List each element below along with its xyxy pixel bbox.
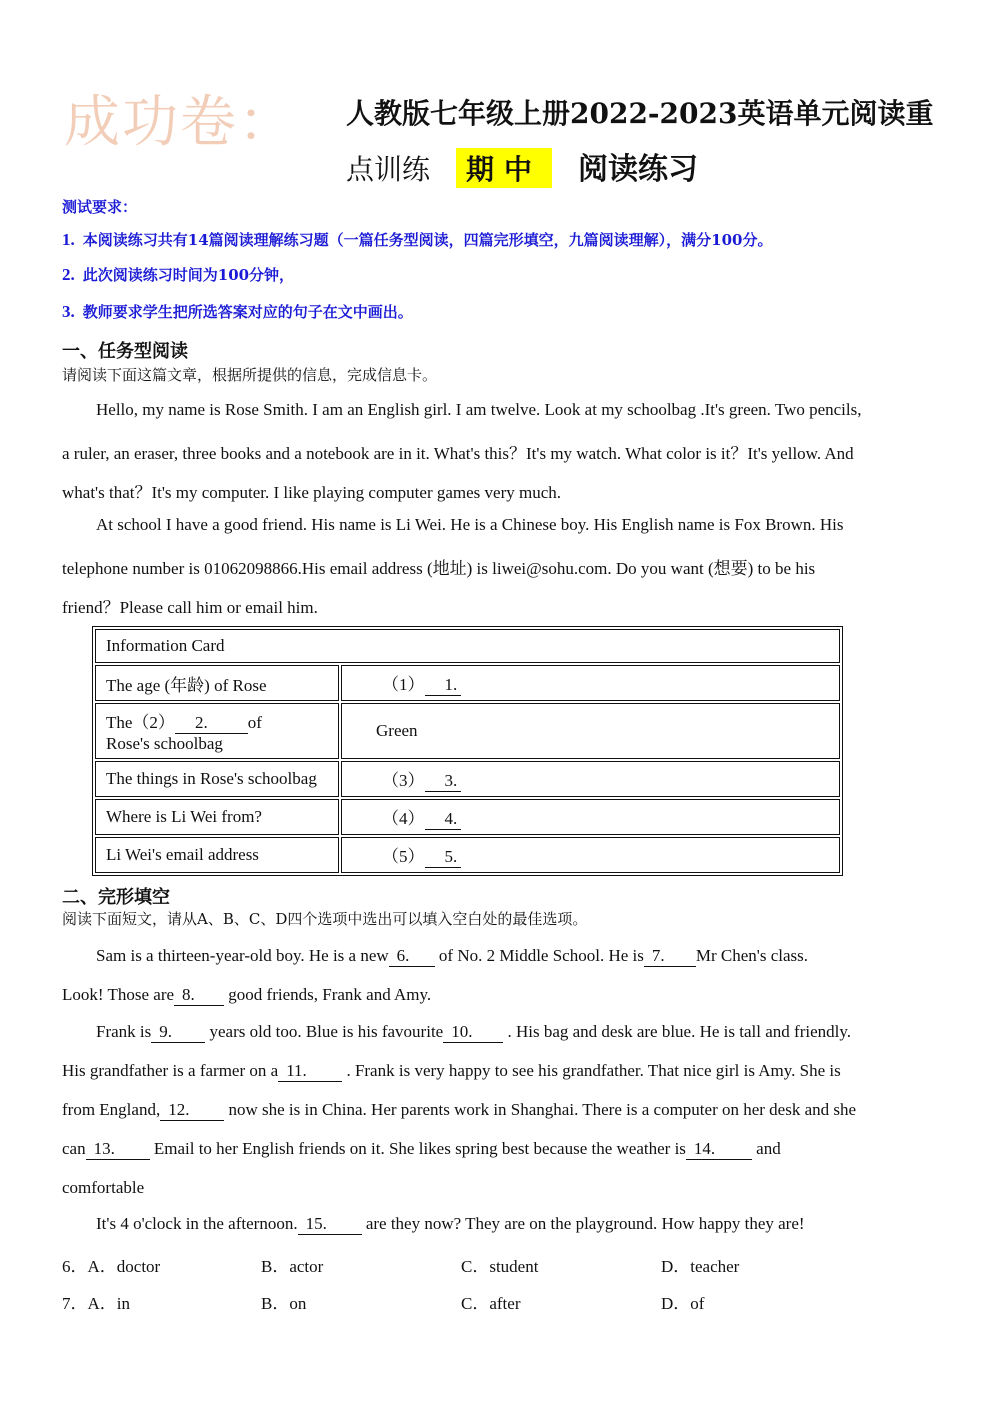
section1-instruction: 请阅读下面这篇文章，根据所提供的信息，完成信息卡。 — [62, 366, 438, 384]
section2-heading: 二、完形填空 — [62, 887, 170, 908]
card-value — [341, 799, 840, 835]
section1-heading: 一、任务型阅读 — [62, 341, 188, 362]
requirement-item — [62, 301, 413, 322]
card-label: The things in Rose's schoolbag — [95, 761, 339, 797]
cloze-text: now she is in China. Her parents work in Shanghai. There is a computer on her desk and she — [228, 1100, 857, 1119]
subtitle-part: 点训练 — [346, 153, 431, 186]
card-prefix: （4） — [382, 809, 425, 828]
cloze-text: from England, — [62, 1100, 161, 1119]
card-value — [341, 665, 840, 701]
passage-line: telephone number is 01062098866.His email address (地址) is liwei@sohu.com. Do you want (想要) to be his — [62, 559, 816, 578]
card-prefix: （3） — [382, 771, 425, 790]
cloze-line — [96, 1022, 851, 1043]
card-value: Green — [341, 703, 840, 759]
card-row — [95, 799, 840, 835]
cloze-text: Sam is a thirteen-year-old boy. He is a new — [96, 946, 389, 965]
information-card — [92, 626, 843, 876]
cloze-text: and — [756, 1139, 781, 1158]
card-prefix: （5） — [382, 847, 425, 866]
cloze-line — [96, 1214, 805, 1235]
highlight-midterm: 期中 — [456, 148, 552, 188]
card-row — [95, 837, 840, 873]
requirement-text: 本阅读练习共有14篇阅读理解练习题（一篇任务型阅读，四篇完形填空，九篇阅读理解），满分100分。 — [82, 231, 773, 249]
section2-instruction: 阅读下面短文，请从A、B、C、D四个选项中选出可以填入空白处的最佳选项。 — [62, 910, 588, 928]
cloze-line — [62, 1100, 856, 1121]
card-value — [341, 761, 840, 797]
cloze-text: are they now? They are on the playground. How happy they are! — [365, 1214, 805, 1233]
cloze-text: . His bag and desk are blue. He is tall and friendly. — [507, 1022, 851, 1041]
cloze-blank[interactable]: 14. — [686, 1139, 752, 1160]
option-q7-b[interactable]: B．on — [261, 1294, 307, 1313]
option-q7-a[interactable]: 7．A．in — [62, 1294, 130, 1313]
option-q7-c[interactable]: C．after — [461, 1294, 521, 1313]
requirement-text: 教师要求学生把所选答案对应的句子在文中画出。 — [82, 303, 413, 321]
card-row — [95, 665, 840, 701]
cloze-blank[interactable]: 12. — [160, 1100, 224, 1121]
cloze-blank[interactable]: 6. — [389, 946, 435, 967]
card-label-part: The（2） — [106, 713, 175, 732]
cloze-text: . Frank is very happy to see his grandfather. That nice girl is Amy. She is — [346, 1061, 841, 1080]
card-label: Where is Li Wei from? — [95, 799, 339, 835]
card-value — [341, 837, 840, 873]
card-title: Information Card — [95, 629, 840, 663]
cloze-text: His grandfather is a farmer on a — [62, 1061, 279, 1080]
requirements-heading: 测试要求： — [62, 198, 138, 216]
card-label-part: of — [247, 713, 262, 732]
cloze-text: of No. 2 Middle School. He is — [438, 946, 644, 965]
requirement-item — [62, 229, 772, 250]
passage-line: Hello, my name is Rose Smith. I am an English girl. I am twelve. Look at my schoolbag .It's green. Two pencils, — [96, 400, 862, 419]
cloze-text: good friends, Frank and Amy. — [228, 985, 432, 1004]
cloze-line — [96, 946, 808, 967]
passage-line: friend？Please call him or email him. — [62, 598, 318, 617]
card-row — [95, 703, 840, 759]
card-title-row — [95, 629, 840, 663]
cloze-blank[interactable]: 15. — [298, 1214, 362, 1235]
page-title: 人教版七年级上册2022-2023英语单元阅读重 — [346, 97, 934, 130]
cloze-text: It's 4 o'clock in the afternoon. — [96, 1214, 298, 1233]
cloze-text: Mr Chen's class. — [695, 946, 808, 965]
passage-line: what's that？It's my computer. I like playing computer games very much. — [62, 483, 562, 502]
cloze-text: Email to her English friends on it. She likes spring best because the weather is — [153, 1139, 686, 1158]
passage-line: At school I have a good friend. His name is Li Wei. He is a Chinese boy. His English name is Fox Brown. His — [96, 515, 844, 534]
option-q7-d[interactable]: D．of — [661, 1294, 705, 1313]
cloze-blank[interactable]: 11. — [278, 1061, 342, 1082]
answer-blank[interactable]: 5. — [425, 847, 462, 868]
requirement-number: 1. — [62, 230, 75, 249]
answer-blank[interactable]: 4. — [425, 809, 462, 830]
cloze-line — [62, 1139, 781, 1160]
requirement-number: 3. — [62, 302, 75, 321]
cloze-text: years old too. Blue is his favourite — [209, 1022, 444, 1041]
subtitle-reading: 阅读练习 — [578, 152, 699, 187]
card-label: Li Wei's email address — [95, 837, 339, 873]
cloze-blank[interactable]: 7. — [644, 946, 696, 967]
card-row — [95, 761, 840, 797]
answer-blank[interactable]: 2. — [175, 713, 248, 734]
answer-blank[interactable]: 3. — [425, 771, 462, 792]
requirement-item — [62, 264, 294, 285]
option-q6-a[interactable]: 6．A．doctor — [62, 1257, 161, 1276]
cloze-blank[interactable]: 10. — [443, 1022, 503, 1043]
cloze-line: comfortable — [62, 1178, 145, 1197]
cloze-text: Look! Those are — [62, 985, 175, 1004]
card-label: The age (年龄) of Rose — [95, 665, 339, 701]
option-q6-d[interactable]: D．teacher — [661, 1257, 740, 1276]
option-q6-b[interactable]: B．actor — [261, 1257, 324, 1276]
requirement-number: 2. — [62, 265, 75, 284]
option-q6-c[interactable]: C．student — [461, 1257, 539, 1276]
cloze-line — [62, 1061, 841, 1082]
requirement-text: 此次阅读练习时间为100分钟， — [82, 266, 295, 284]
cloze-text: can — [62, 1139, 86, 1158]
card-label-part: Rose's schoolbag — [106, 734, 223, 753]
cloze-blank[interactable]: 8. — [174, 985, 224, 1006]
answer-blank[interactable]: 1. — [425, 675, 462, 696]
cloze-blank[interactable]: 13. — [86, 1139, 150, 1160]
cloze-text: Frank is — [96, 1022, 152, 1041]
cloze-blank[interactable]: 9. — [151, 1022, 205, 1043]
passage-line: a ruler, an eraser, three books and a notebook are in it. What's this？It's my watch. What color is it？It's yellow. And — [62, 444, 854, 463]
page-subtitle — [346, 144, 698, 188]
card-label — [95, 703, 339, 759]
cloze-line — [62, 985, 431, 1006]
watermark: 成功卷： — [64, 90, 296, 155]
card-prefix: （1） — [382, 675, 425, 694]
